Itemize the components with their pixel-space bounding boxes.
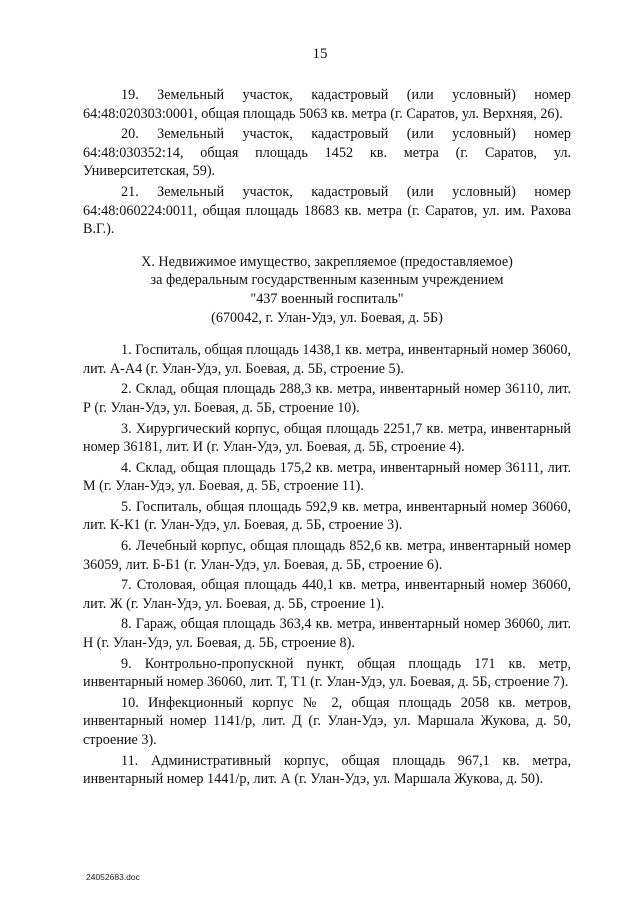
section-heading-line: за федеральным государственным казенным учреждением [150,272,504,289]
list-item: 5. Госпиталь, общая площадь 592,9 кв. метра, инвентарный номер 36060, лит. К-К1 (г. Улан-Удэ, ул. Боевая, д. 5Б, строение 3). [83,498,571,534]
list-item: 4. Склад, общая площадь 175,2 кв. метра, инвентарный номер 36111, лит. М (г. Улан-Удэ, ул. Боевая, д. 5Б, строение 11). [83,459,571,495]
items-before-list [83,86,571,239]
list-item: 10. Инфекционный корпус № 2, общая площадь 2058 кв. метров, инвентарный номер 1141/р, лит. Д (г. Улан-Удэ, ул. Маршала Жукова, д. 50, строение 3). [83,694,571,748]
document-filename: 24052683.doc [86,872,140,882]
list-item: 2. Склад, общая площадь 288,3 кв. метра, инвентарный номер 36110, лит. Р (г. Улан-Удэ, ул. Боевая, д. 5Б, строение 10). [83,381,571,416]
list-item: 9. Контрольно-пропускной пункт, общая площадь 171 кв. метр, инвентарный номер 36060, лит. Т, Т1 (г. Улан-Удэ, ул. Боевая, д. 5Б, строение 7). [83,655,571,691]
list-item: 8. Гараж, общая площадь 363,4 кв. метра, инвентарный номер 36060, лит. Н (г. Улан-Удэ, ул. Боевая, д. 5Б, строение 8). [83,616,571,652]
page-number: 15 [312,46,328,62]
section-heading-address: (670042, г. Улан-Удэ, ул. Боевая, д. 5Б) [211,309,443,326]
section-heading [83,253,571,327]
list-item: 20. Земельный участок, кадастровый (или условный) номер 64:48:030352:14, общая площадь 1452 кв. метра (г. Саратов, ул. Университетская, 59). [83,126,571,180]
section-heading-line: "437 военный госпиталь" [250,290,404,307]
document-body [83,86,571,791]
list-item: 6. Лечебный корпус, общая площадь 852,6 кв. метра, инвентарный номер 36059, лит. Б-Б1 (г. Улан-Удэ, ул. Боевая, д. 5Б, строение 6). [83,538,571,573]
list-item: 3. Хирургический корпус, общая площадь 2251,7 кв. метра, инвентарный номер 36181, лит. И (г. Улан-Удэ, ул. Боевая, д. 5Б, строение 4). [83,420,571,456]
list-item: 19. Земельный участок, кадастровый (или условный) номер 64:48:020303:0001, общая площадь 5063 кв. метра (г. Саратов, ул. Верхняя, 26). [83,87,571,122]
list-item: 11. Административный корпус, общая площадь 967,1 кв. метра, инвентарный номер 1441/р, лит. А (г. Улан-Удэ, ул. Маршала Жукова, д. 50). [83,752,571,788]
list-item: 1. Госпиталь, общая площадь 1438,1 кв. метра, инвентарный номер 36060, лит. А-А4 (г. Улан-Удэ, ул. Боевая, д. 5Б, строение 5). [83,342,571,377]
items-after-list [83,341,571,789]
list-item: 21. Земельный участок, кадастровый (или условный) номер 64:48:060224:0011, общая площадь 18683 кв. метра (г. Саратов, ул. им. Рахова В.Г.). [83,183,571,238]
section-heading-line: X. Недвижимое имущество, закрепляемое (предоставляемое) [141,253,513,270]
list-item: 7. Столовая, общая площадь 440,1 кв. метра, инвентарный номер 36060, лит. Ж (г. Улан-Удэ, ул. Боевая, д. 5Б, строение 1). [83,577,571,612]
